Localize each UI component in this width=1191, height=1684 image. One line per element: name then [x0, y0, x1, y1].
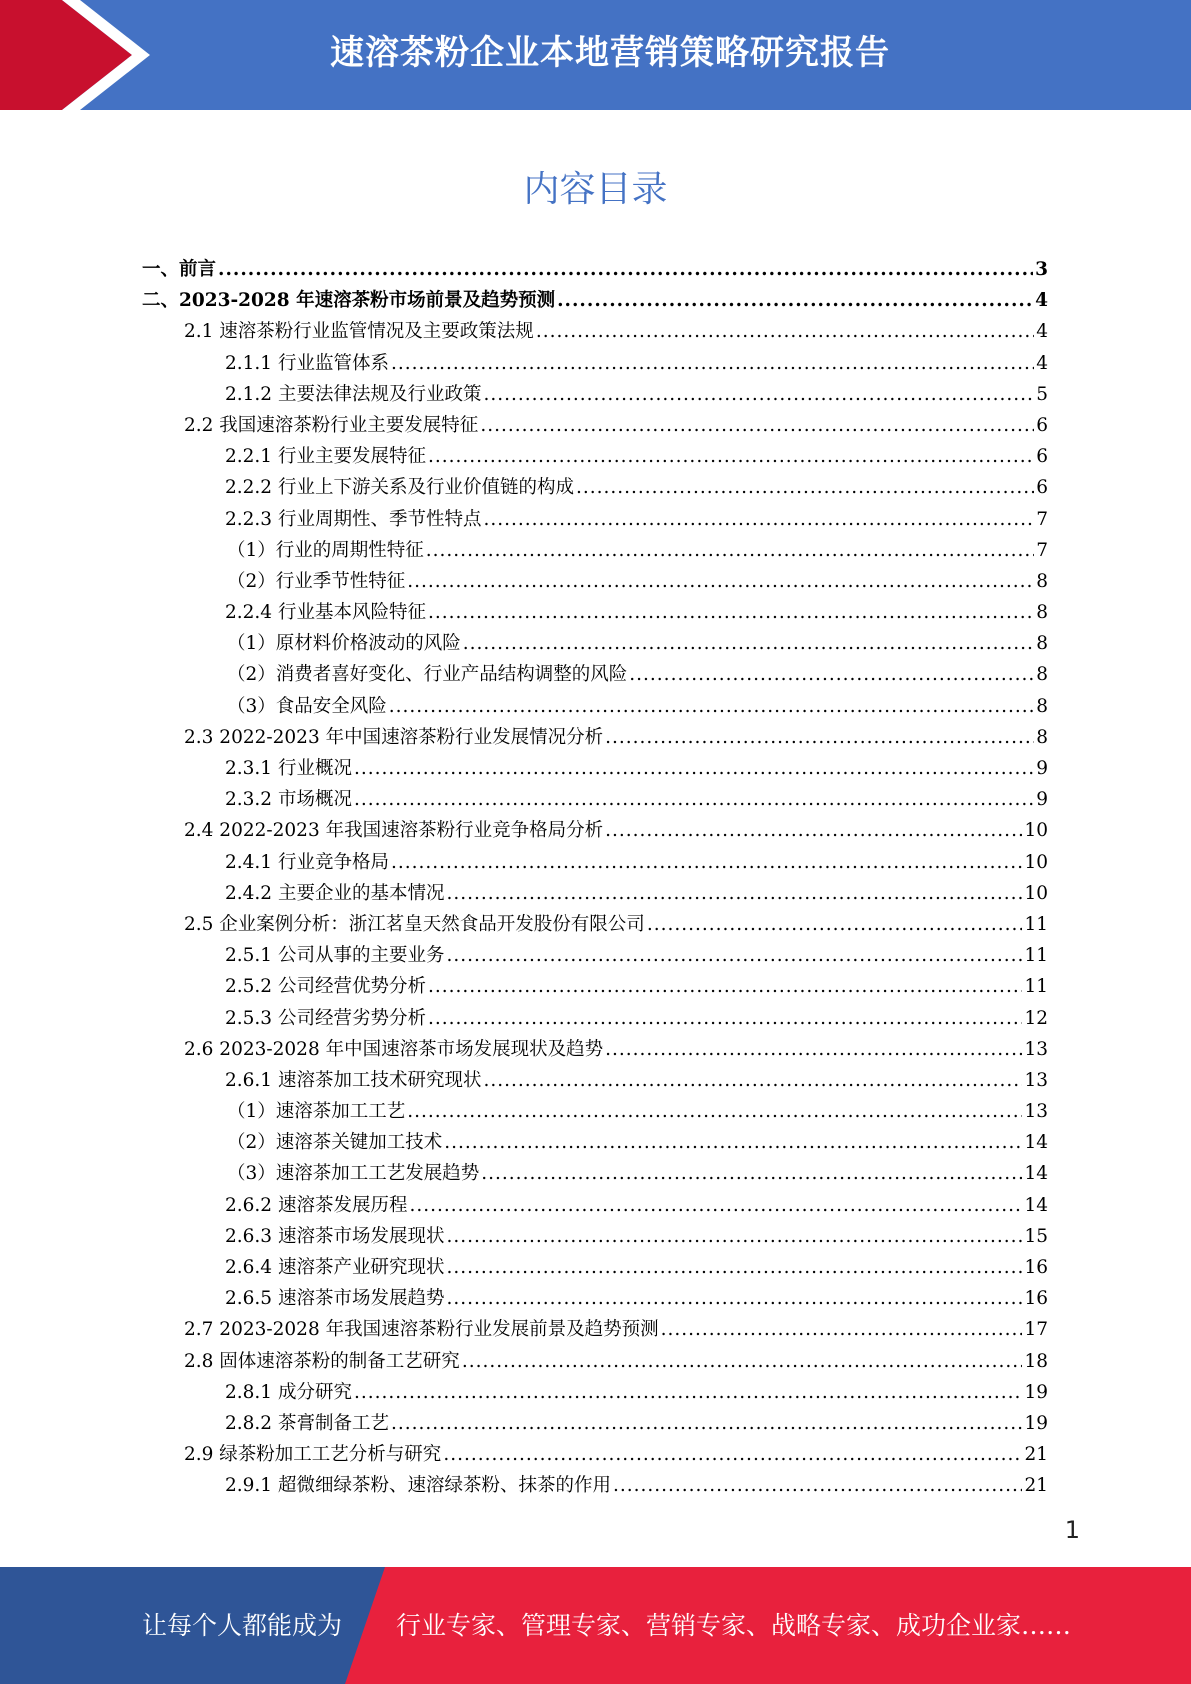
- toc-dot-leader: [446, 1283, 1022, 1314]
- toc-entry[interactable]: [142, 847, 1048, 878]
- toc-dot-leader: [605, 722, 1034, 753]
- toc-entry-label: 2.5 企业案例分析：浙江茗皇天然食品开发股份有限公司: [184, 913, 645, 935]
- toc-entry-label: （2）速溶茶关键加工技术: [227, 1132, 443, 1154]
- toc-entry[interactable]: [142, 1377, 1048, 1408]
- toc-entry[interactable]: [142, 597, 1048, 628]
- toc-entry-label: 2.4 2022-2023 年我国速溶茶粉行业竞争格局分析: [184, 820, 604, 842]
- toc-entry-page: 8: [1036, 602, 1048, 624]
- toc-dot-leader: [428, 597, 1034, 628]
- toc-dot-leader: [483, 1065, 1022, 1096]
- toc-entry-page: 6: [1036, 414, 1048, 436]
- toc-entry[interactable]: [142, 691, 1048, 722]
- toc-entry[interactable]: [142, 1408, 1048, 1439]
- toc-dot-leader: [463, 628, 1034, 659]
- toc-dot-leader: [354, 1377, 1023, 1408]
- toc-entry-label: 2.8 固体速溶茶粉的制备工艺研究: [184, 1350, 460, 1372]
- toc-dot-leader: [446, 878, 1022, 909]
- toc-dot-leader: [481, 1158, 1022, 1189]
- toc-entry[interactable]: [142, 1346, 1048, 1377]
- header-chevron-decoration: [0, 0, 160, 110]
- toc-dot-leader: [483, 379, 1034, 410]
- toc-dot-leader: [409, 1190, 1022, 1221]
- toc-entry-label: （3）速溶茶加工工艺发展趋势: [227, 1163, 480, 1185]
- toc-entry-page: 14: [1024, 1163, 1048, 1185]
- toc-entry-label: （1）行业的周期性特征: [227, 539, 424, 561]
- toc-dot-leader: [605, 815, 1022, 846]
- toc-dot-leader: [480, 410, 1034, 441]
- toc-entry-page: 8: [1036, 726, 1048, 748]
- toc-entry-page: 11: [1024, 976, 1048, 998]
- toc-entry[interactable]: [142, 441, 1048, 472]
- toc-entry-label: 2.8.1 成分研究: [225, 1381, 352, 1403]
- toc-entry-label: （2）行业季节性特征: [227, 570, 406, 592]
- toc-entry-label: 2.3.2 市场概况: [225, 789, 352, 811]
- footer-slogan-right: 行业专家、管理专家、营销专家、战略专家、成功企业家……: [396, 1611, 1072, 1640]
- toc-dot-leader: [391, 348, 1034, 379]
- toc-entry-page: 8: [1036, 633, 1048, 655]
- toc-entry-page: 4: [1035, 290, 1048, 312]
- toc-dot-leader: [354, 784, 1034, 815]
- toc-entry[interactable]: [142, 566, 1048, 597]
- toc-entry-label: 2.2.4 行业基本风险特征: [225, 602, 426, 624]
- report-header-banner: [0, 0, 1191, 110]
- toc-entry[interactable]: [142, 1283, 1048, 1314]
- toc-entry-label: 2.1 速溶茶粉行业监管情况及主要政策法规: [184, 321, 534, 343]
- toc-dot-leader: [407, 1096, 1022, 1127]
- toc-entry[interactable]: [142, 379, 1048, 410]
- toc-entry[interactable]: [142, 784, 1048, 815]
- toc-dot-leader: [629, 659, 1034, 690]
- toc-entry-label: 2.9.1 超微细绿茶粉、速溶绿茶粉、抹茶的作用: [225, 1475, 611, 1497]
- toc-dot-leader: [443, 1439, 1022, 1470]
- toc-entry-label: 2.3 2022-2023 年中国速溶茶粉行业发展情况分析: [184, 726, 604, 748]
- toc-entry-page: 6: [1036, 477, 1048, 499]
- toc-entry-label: 2.6.4 速溶茶产业研究现状: [225, 1257, 445, 1278]
- toc-entry-label: 2.1.1 行业监管体系: [225, 352, 389, 374]
- toc-entry[interactable]: [142, 1034, 1048, 1065]
- toc-entry[interactable]: [142, 659, 1048, 690]
- toc-dot-leader: [446, 1221, 1022, 1252]
- toc-entry-label: （3）食品安全风险: [227, 695, 387, 717]
- toc-entry[interactable]: [142, 504, 1048, 535]
- toc-entry-label: 2.6.5 速溶茶市场发展趋势: [225, 1288, 445, 1310]
- table-of-contents: [142, 254, 1048, 1502]
- toc-entry-label: 2.9 绿茶粉加工工艺分析与研究: [184, 1444, 442, 1466]
- toc-entry-label: 2.1.2 主要法律法规及行业政策: [225, 383, 482, 405]
- toc-dot-leader: [428, 971, 1022, 1002]
- toc-entry-page: 17: [1024, 1319, 1048, 1341]
- footer-slogan-left: 让每个人都能成为: [142, 1611, 343, 1640]
- toc-entry-page: 7: [1036, 539, 1048, 561]
- toc-dot-leader: [605, 1034, 1022, 1065]
- toc-entry-page: 8: [1036, 695, 1048, 717]
- toc-entry-page: 4: [1036, 352, 1048, 374]
- toc-dot-leader: [661, 1314, 1023, 1345]
- toc-entry[interactable]: [142, 1127, 1048, 1158]
- toc-entry-page: 10: [1024, 820, 1048, 842]
- toc-entry[interactable]: [142, 815, 1048, 846]
- toc-dot-leader: [446, 940, 1022, 971]
- toc-entry[interactable]: [142, 971, 1048, 1002]
- toc-entry[interactable]: [142, 1190, 1048, 1221]
- toc-entry[interactable]: [142, 348, 1048, 379]
- toc-dot-leader: [576, 472, 1034, 503]
- toc-dot-leader: [557, 285, 1033, 316]
- toc-entry[interactable]: [142, 628, 1048, 659]
- toc-entry-label: （1）原材料价格波动的风险: [227, 633, 461, 655]
- toc-entry[interactable]: [142, 1221, 1048, 1252]
- toc-entry-page: 21: [1024, 1444, 1048, 1466]
- toc-entry-page: 11: [1024, 945, 1048, 967]
- toc-entry[interactable]: [142, 316, 1048, 347]
- toc-dot-leader: [428, 1003, 1022, 1034]
- toc-heading: 内容目录: [523, 169, 668, 210]
- toc-entry[interactable]: [142, 1314, 1048, 1345]
- toc-entry-page: 16: [1024, 1288, 1048, 1310]
- toc-entry[interactable]: [142, 472, 1048, 503]
- toc-dot-leader: [613, 1470, 1022, 1501]
- footer-banner: [0, 1567, 1191, 1684]
- toc-entry-page: 8: [1036, 570, 1048, 592]
- toc-entry-label: 2.6.2 速溶茶发展历程: [225, 1194, 408, 1216]
- toc-entry-label: 2.5.2 公司经营优势分析: [225, 976, 426, 998]
- toc-entry[interactable]: [142, 940, 1048, 971]
- toc-dot-leader: [426, 535, 1034, 566]
- toc-dot-leader: [218, 254, 1033, 285]
- toc-entry-label: 2.4.1 行业竞争格局: [225, 851, 389, 873]
- toc-dot-leader: [647, 909, 1023, 940]
- toc-entry[interactable]: [142, 1065, 1048, 1096]
- toc-entry[interactable]: [142, 1096, 1048, 1127]
- toc-entry[interactable]: [142, 722, 1048, 753]
- toc-dot-leader: [444, 1127, 1022, 1158]
- toc-entry-label: 2.6.3 速溶茶市场发展现状: [225, 1225, 445, 1247]
- toc-entry-page: 5: [1036, 383, 1048, 405]
- report-title: 速溶茶粉企业本地营销策略研究报告: [330, 33, 890, 73]
- toc-dot-leader: [391, 1408, 1022, 1439]
- toc-entry[interactable]: [142, 1252, 1048, 1283]
- toc-entry-label: 2.3.1 行业概况: [225, 758, 352, 779]
- toc-entry-page: 18: [1024, 1350, 1048, 1372]
- toc-entry-page: 6: [1036, 446, 1048, 468]
- toc-entry-label: 2.4.2 主要企业的基本情况: [225, 882, 445, 904]
- toc-entry[interactable]: [142, 535, 1048, 566]
- toc-entry-label: 2.6.1 速溶茶加工技术研究现状: [225, 1069, 482, 1091]
- toc-entry-page: 21: [1024, 1475, 1048, 1497]
- toc-entry-page: 9: [1036, 789, 1048, 811]
- toc-entry-page: 19: [1024, 1381, 1048, 1403]
- toc-entry[interactable]: [142, 285, 1048, 316]
- toc-entry-page: 11: [1024, 913, 1048, 935]
- toc-entry-label: 2.2.2 行业上下游关系及行业价值链的构成: [225, 477, 574, 499]
- toc-entry-label: 2.5.3 公司经营劣势分析: [225, 1007, 426, 1029]
- toc-entry-label: （2）消费者喜好变化、行业产品结构调整的风险: [227, 664, 628, 686]
- toc-dot-leader: [389, 691, 1034, 722]
- toc-entry[interactable]: [142, 878, 1048, 909]
- toc-entry-page: 19: [1024, 1412, 1048, 1434]
- toc-entry-label: 2.6 2023-2028 年中国速溶茶市场发展现状及趋势: [184, 1038, 604, 1060]
- toc-entry-page: 16: [1024, 1257, 1048, 1278]
- toc-entry-page: 14: [1024, 1132, 1048, 1154]
- toc-entry-page: 7: [1036, 508, 1048, 530]
- toc-entry-page: 14: [1024, 1194, 1048, 1216]
- toc-dot-leader: [407, 566, 1034, 597]
- toc-entry[interactable]: [142, 1158, 1048, 1189]
- toc-entry-page: 9: [1036, 758, 1048, 779]
- toc-entry[interactable]: [142, 1439, 1048, 1470]
- toc-entry-page: 13: [1024, 1038, 1048, 1060]
- toc-entry-page: 4: [1036, 321, 1048, 343]
- toc-entry-label: 2.8.2 茶膏制备工艺: [225, 1412, 389, 1434]
- toc-entry[interactable]: [142, 1003, 1048, 1034]
- toc-entry-page: 3: [1035, 259, 1048, 280]
- toc-entry-page: 8: [1036, 664, 1048, 686]
- toc-entry-label: 一、前言: [142, 259, 217, 280]
- toc-entry-label: 2.7 2023-2028 年我国速溶茶粉行业发展前景及趋势预测: [184, 1319, 659, 1341]
- toc-entry-page: 10: [1024, 882, 1048, 904]
- toc-entry-label: 二、2023-2028 年速溶茶粉市场前景及趋势预测: [142, 290, 556, 312]
- toc-entry-page: 12: [1024, 1007, 1048, 1029]
- toc-entry-label: 2.2.1 行业主要发展特征: [225, 446, 426, 468]
- toc-entry[interactable]: [142, 753, 1048, 784]
- toc-entry[interactable]: [142, 1470, 1048, 1501]
- toc-entry-page: 13: [1024, 1101, 1048, 1123]
- toc-dot-leader: [536, 316, 1034, 347]
- toc-entry[interactable]: [142, 909, 1048, 940]
- toc-dot-leader: [462, 1346, 1023, 1377]
- toc-entry[interactable]: [142, 254, 1048, 285]
- toc-dot-leader: [354, 753, 1034, 784]
- toc-entry-page: 10: [1024, 851, 1048, 873]
- toc-dot-leader: [483, 504, 1034, 535]
- toc-dot-leader: [446, 1252, 1022, 1283]
- toc-dot-leader: [428, 441, 1034, 472]
- toc-dot-leader: [391, 847, 1022, 878]
- toc-entry-label: （1）速溶茶加工工艺: [227, 1101, 406, 1123]
- toc-entry-page: 15: [1024, 1225, 1048, 1247]
- toc-entry-page: 13: [1024, 1069, 1048, 1091]
- page-number: 1: [1064, 1516, 1080, 1544]
- toc-entry-label: 2.2 我国速溶茶粉行业主要发展特征: [184, 414, 479, 436]
- toc-entry[interactable]: [142, 410, 1048, 441]
- toc-entry-label: 2.2.3 行业周期性、季节性特点: [225, 508, 482, 530]
- toc-entry-label: 2.5.1 公司从事的主要业务: [225, 945, 445, 967]
